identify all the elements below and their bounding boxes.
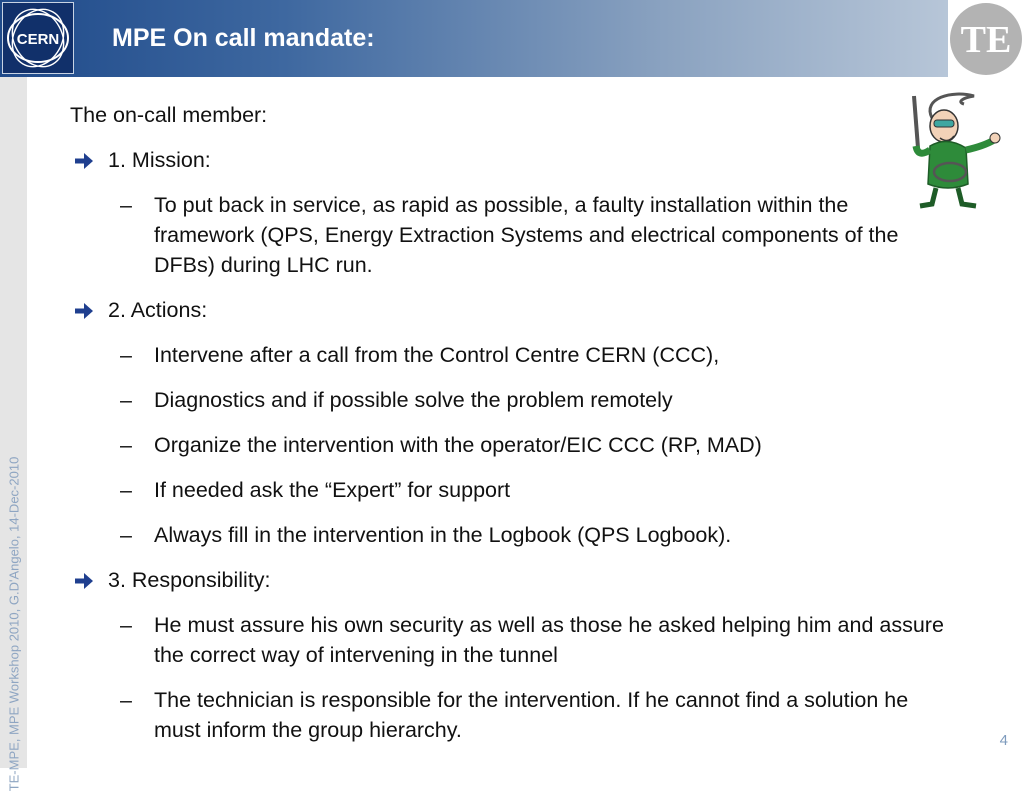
te-logo [949, 2, 1023, 76]
cern-logo [2, 2, 74, 74]
arrow-right-icon [75, 573, 93, 589]
bullet-list [70, 610, 950, 745]
list-item: – Intervene after a call from the Control Centre CERN (CCC), [120, 343, 720, 367]
section-mission [70, 145, 950, 280]
slide-header [0, 0, 948, 77]
list-item: – The technician is responsible for the intervention. If he cannot find a solution he must inform the group hierarchy. [120, 688, 909, 742]
section-heading [70, 565, 950, 595]
slide-title: MPE On call mandate: [112, 24, 375, 52]
list-item-text: If needed ask the “Expert” for support [154, 478, 511, 502]
list-item: – Diagnostics and if possible solve the problem remotely [120, 388, 673, 412]
list-item: – Always fill in the intervention in the Logbook (QPS Logbook). [120, 523, 732, 547]
section-actions [70, 295, 950, 550]
page-number: 4 [999, 732, 1008, 749]
arrow-right-icon [75, 153, 93, 169]
list-item-text: He must assure his own security as well as those he asked helping him and assure the correct way of intervening in the tunnel [154, 613, 944, 667]
section-responsibility [70, 565, 950, 745]
section-heading-text: 1. Mission: [108, 148, 211, 172]
list-item: – To put back in service, as rapid as possible, a faulty installation within the framework (QPS, Energy Extraction Systems and electrical components of the DFBs) during LHC run. [120, 193, 899, 277]
side-footer-text: TE-MPE, MPE Workshop 2010, G.D'Angelo, 14-Dec-2010 [6, 456, 22, 791]
bullet-list [70, 190, 950, 280]
list-item: – Organize the intervention with the operator/EIC CCC (RP, MAD) [120, 433, 762, 457]
section-heading-text: 2. Actions: [108, 298, 208, 322]
bullet-list [70, 340, 950, 550]
slide-content [70, 100, 950, 760]
intro-line: The on-call member: [70, 103, 268, 127]
list-item-text: The technician is responsible for the intervention. If he cannot find a solution he must inform the group hierarchy. [154, 688, 909, 742]
list-item-text: Intervene after a call from the Control Centre CERN (CCC), [154, 343, 720, 367]
svg-text:TE: TE [960, 19, 1012, 61]
list-item-text: To put back in service, as rapid as possible, a faulty installation within the framework (QPS, Energy Extraction Systems and electrical components of the DFBs) during LHC run. [154, 193, 899, 277]
list-item: – He must assure his own security as well as those he asked helping him and assure the correct way of intervening in the tunnel [120, 613, 944, 667]
list-item-text: Always fill in the intervention in the Logbook (QPS Logbook). [154, 523, 732, 547]
section-heading [70, 295, 950, 325]
list-item: – If needed ask the “Expert” for support [120, 478, 511, 502]
svg-text:CERN: CERN [16, 31, 60, 48]
section-heading [70, 145, 950, 175]
arrow-right-icon [75, 303, 93, 319]
cern-logo-icon [3, 3, 73, 73]
list-item-text: Diagnostics and if possible solve the problem remotely [154, 388, 673, 412]
section-heading-text: 3. Responsibility: [108, 568, 271, 592]
list-item-text: Organize the intervention with the operator/EIC CCC (RP, MAD) [154, 433, 762, 457]
side-bar [0, 77, 27, 791]
